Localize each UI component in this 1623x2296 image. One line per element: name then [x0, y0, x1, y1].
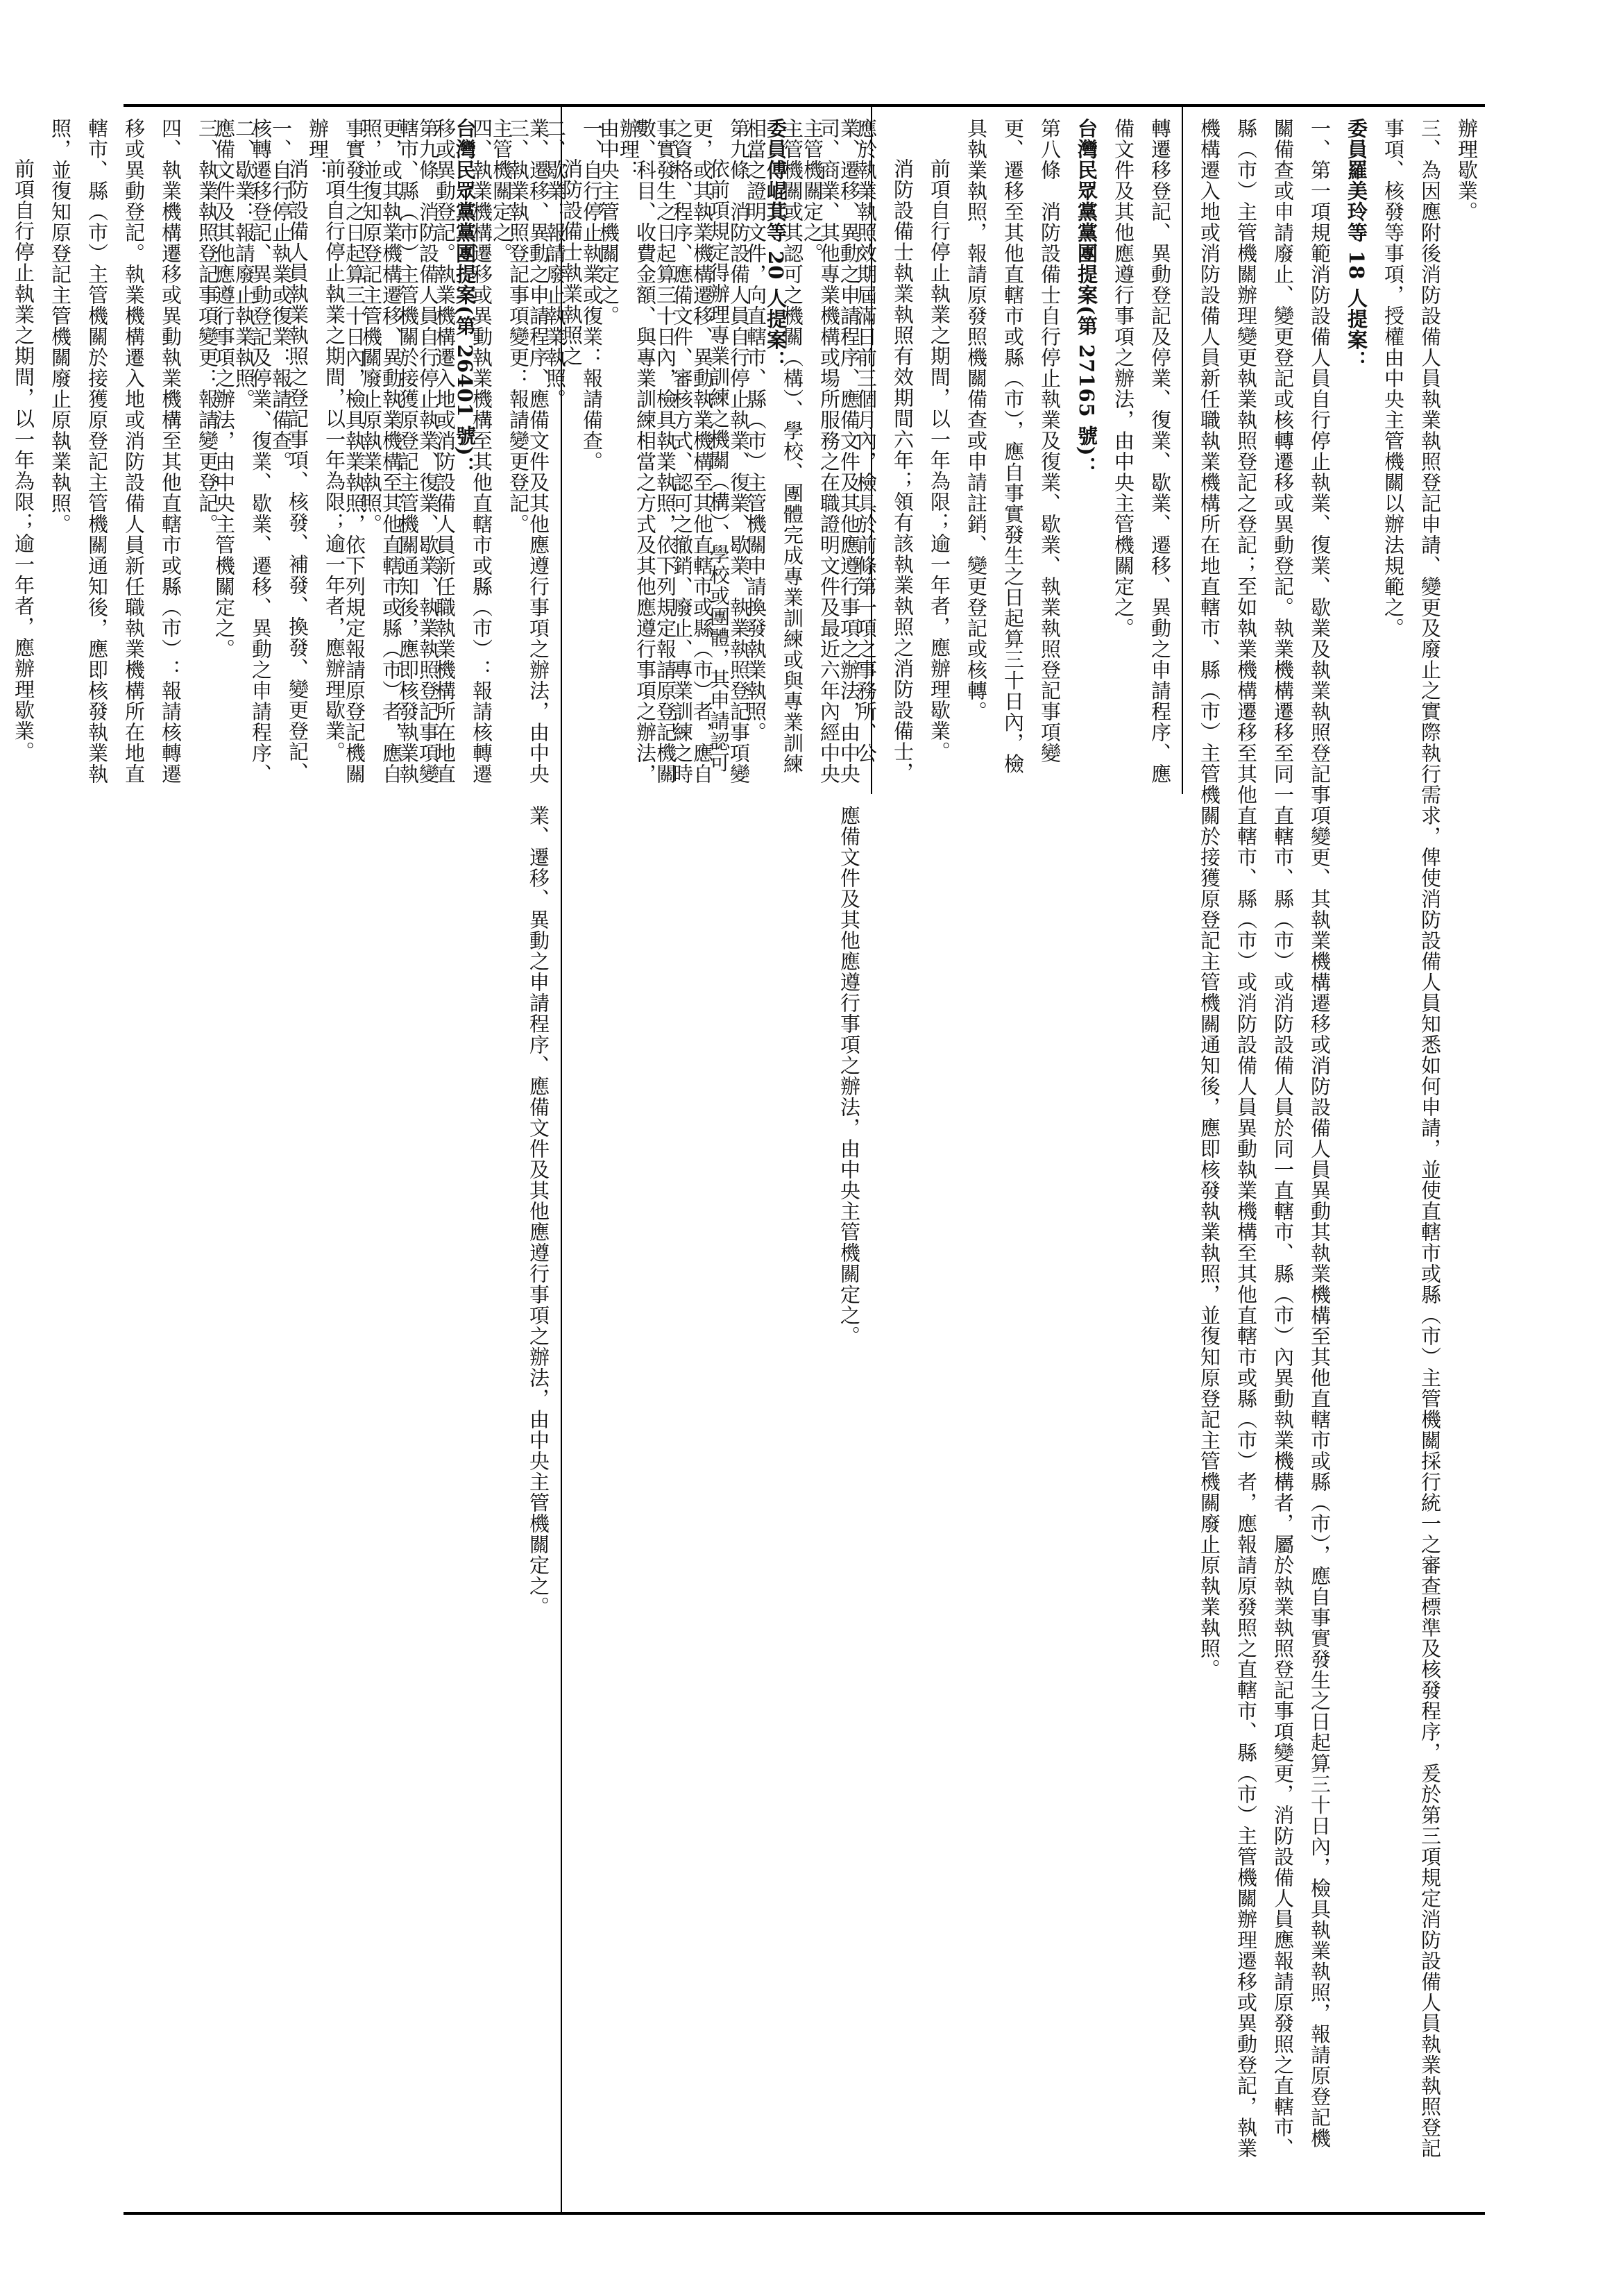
- proposal-heading: 委員羅美玲等 18 人提案：: [1345, 118, 1368, 371]
- paragraph: 業、遷移、異動之申請程序、應備文件及其他應遵行事項之辦法，由中央主管機關定之。: [490, 118, 550, 784]
- paragraph: 前項自行停止執業之期間，以一年為限；逾一年者，應辦理歇業。: [928, 158, 951, 762]
- paragraph: 消防設備士執業執照有效期間六年；領有該執業執照之消防設備士，應於執業執照效期屆滿日前三個月內，檢具於前條第一項之事務所、公司、商業、其他專業機構或場所服務之在職證明文件及最近六年內經中央主管機關或其認可之機關（構）、學校、團體完成專業訓練或與專業訓練相當之證明文件，向直轄市、縣（市）主管機關申請換發執業執照。: [744, 118, 915, 784]
- text-column-1: [1187, 118, 1485, 2207]
- paragraph: 四、執業機構遷移或異動執業機構至其他直轄市或縣（市）：報請核轉遷移或異動登記。執業機構遷入地或消防設備人員新任職執業機構所在地直轄市、縣（市）主管機關於接獲原登記主管機關通知後，應即核發執業執照，並復知原登記主管機關廢止原執業執照。: [359, 118, 493, 784]
- paragraph: 消防設備士執業執照之: [560, 158, 584, 366]
- paragraph: 消防設備人員執業執照之登記事項、核發、補發、換發、變更登記、核轉遷移登記、異動登記及停業、復業、歇業、遷移、異動之申請程序、應備文件及其他應遵行事項之辦法，由中央主管機關定之。: [212, 118, 309, 784]
- paragraph: 轉遷移登記、異動登記及停業、復業、歇業、遷移、異動之申請程序、應備文件及其他應遵行事項之辦法，由中央主管機關定之。: [1112, 118, 1172, 784]
- column-body: [129, 805, 556, 2179]
- text-column-5: [565, 805, 867, 2193]
- column-divider: [1182, 107, 1183, 794]
- paragraph: 一、自行停止執業或復業：報請備查。: [580, 118, 604, 472]
- proposal-heading: 委員傅崐萁等 20 人提案：: [764, 118, 788, 371]
- paragraph: 三、執業執照登記事項變更：報請變更登記。: [507, 118, 530, 534]
- paragraph: 第九條 消防設備人員自行停止執業、復業、歇業、執業執照登記事項變更，或其執業機構遷移、異動執業機構至其他直轄市或縣（市）者，應自事實發生之日起算三十日內，檢具執業執照，依下列規定報請原登記機關辦理：: [617, 118, 751, 784]
- bottom-rule: [124, 2212, 1485, 2215]
- paragraph: 二、歇業：報請廢止執業執照。: [543, 118, 567, 410]
- paragraph: [0, 118, 5, 791]
- paragraph: 一、第一項規範消防設備人員自行停止執業、復業、歇業及執業執照登記事項變更、其執業機構遷移或消防設備人員異動其執業機構至其他直轄市或縣（市），應自事實發生之日起算三十日內，檢具執業執照，報請原登記機關備查或申請廢止、變更登記或核轉遷移或異動登記。執業機構遷移至同一直轄市、縣（市）或消防設備人員於同一直轄市、縣（市）內異動執業機構者，屬於執業執照登記事項變更，消防設備人員應報請原發照之直轄市、縣（市）主管機關辦理變更執業執照登記之登記；至如執業機構遷移至其他直轄市、縣（市）或消防設備人員異動執業機構至其他直轄市或縣（市）者，應報請原發照之直轄市、縣（市）主管機關辦理遷移或異動登記，執業機構遷入地或消防設備人員新任職執業機構所在地直轄市、縣（市）主管機關於接獲原登記主管機關通知後，應即核發執業執照，並復知原登記主管機關廢止原執業執照。: [1198, 118, 1332, 2159]
- paragraph: 業、遷移、異動之申請程序、應備文件及其他應遵行事項之辦法，由中央主管機關定之。: [801, 118, 861, 784]
- text-column-6: [129, 805, 556, 2193]
- paragraph: 辦理歇業。: [1455, 118, 1479, 222]
- paragraph: 一、自行停止執業或復業：報請備查。: [269, 118, 293, 472]
- paragraph: 三、執業執照登記事項變更：報請變更登記。: [196, 118, 219, 534]
- paragraph: 前項自行停止執業之期間，以一年為限；逾一年者，應辦理歇業。: [323, 158, 346, 762]
- column-body: [1187, 118, 1485, 2166]
- paragraph: 應備文件及其他應遵行事項之辦法，由中央主管機關定之。: [838, 805, 861, 1347]
- paragraph: 四、執業機構遷移或異動執業機構至其他直轄市或縣（市）：報請核轉遷移或異動登記。執業機構遷入地或消防設備人員新任職執業機構所在地直轄市、縣（市）主管機關於接獲原登記主管機關通知後，應即核發執業執照，並復知原登記主管機關廢止原執業執照。: [49, 118, 182, 784]
- proposal-heading: 台灣民眾黨黨團提案(第 26401 號)：: [453, 118, 477, 478]
- proposal-heading: 台灣民眾黨黨團提案(第 27165 號)：: [1075, 118, 1098, 478]
- paragraph: 業、遷移、異動之申請程序、應備文件及其他應遵行事項之辦法，由中央主管機關定之。: [527, 805, 550, 1617]
- paragraph: 三、為因應附後消防設備人員執業執照登記申請、變更及廢止之實際執行需求，俾使消防設備人員知悉如何申請，並使直轄市或縣（市）主管機關採行統一之審查標準及核發程序，爰於第三項規定消防設備人員執業執照登記事項、核發等事項，授權由中央主管機關以辦法規範之。: [1382, 118, 1442, 2159]
- paragraph: 第八條 消防設備士自行停止執業及復業、歇業、執業執照登記事項變更、遷移至其他直轄市或縣（市），應自事實發生之日起算三十日內，檢具執業執照，報請原發照機關備查或申請註銷、變更登記或核轉。: [965, 118, 1062, 775]
- paragraph: 依前項規定得辦理專業訓練之機關（構）、學校或團體，其申請認可之資格、程序、應備文件、審核方式、認可之撤銷、廢止、專業訓練之時數、科目、收費金額、與專業訓練相當之方式及其他應遵行事項之辦法，由中央主管機關定之。: [597, 118, 731, 784]
- text-column-4: [12, 118, 556, 812]
- top-rule: [124, 104, 1485, 107]
- paragraph: 第九條 消防設備人員自行停止執業、復業、歇業、執業執照登記事項變更，或其執業機構遷移、異動執業機構至其他直轄市或縣（市）者，應自事實發生之日起算三十日內，檢具執業執照，依下列規定報請原登記機關辦理：: [306, 118, 440, 784]
- column-body: [565, 805, 867, 2179]
- column-divider: [561, 794, 562, 2212]
- paragraph: 前項自行停止執業之期間，以一年為限；逾一年者，應辦理歇業。: [12, 158, 35, 762]
- column-body: [12, 118, 556, 791]
- paragraph: 二、歇業：報請廢止執業執照。: [232, 118, 256, 410]
